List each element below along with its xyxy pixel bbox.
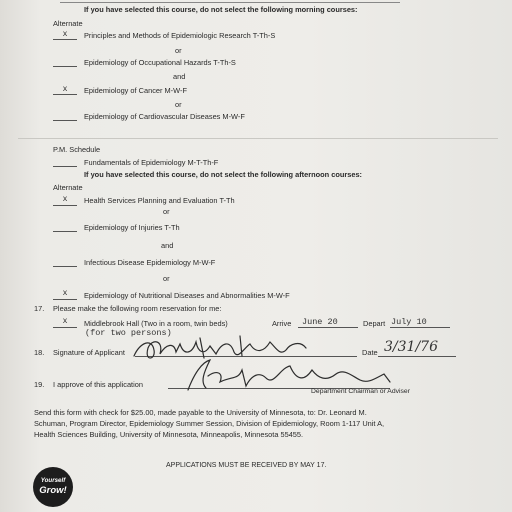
am-or-1: or bbox=[175, 46, 182, 55]
am-alternate-label: Alternate bbox=[53, 19, 83, 28]
arrive-label: Arrive bbox=[272, 319, 292, 328]
am-checkbox-1[interactable] bbox=[53, 39, 77, 40]
room-checkbox[interactable] bbox=[53, 327, 77, 328]
room-typed-note: (for two persons) bbox=[85, 328, 172, 338]
pm-note: If you have selected this course, do not select the following afternoon courses: bbox=[84, 170, 363, 179]
am-note: If you have selected this course, do not select the following morning courses: bbox=[84, 5, 358, 14]
top-rule bbox=[60, 2, 400, 3]
section-divider bbox=[18, 138, 498, 139]
date-label: Date bbox=[362, 348, 378, 357]
pm-course-4: Epidemiology of Nutritional Diseases and Abnormalities M-W-F bbox=[84, 291, 290, 300]
arrive-value: June 20 bbox=[302, 317, 338, 327]
badge-line-1: Yourself bbox=[40, 477, 66, 484]
pm-course-3: Infectious Disease Epidemiology M-W-F bbox=[84, 258, 216, 267]
badge-line-2: Grow! bbox=[39, 485, 67, 496]
item19-number: 19. bbox=[34, 380, 45, 389]
am-checkbox-3[interactable] bbox=[53, 94, 77, 95]
am-or-2: or bbox=[175, 100, 182, 109]
pm-alternate-label: Alternate bbox=[53, 183, 83, 192]
approval-label: I approve of this application bbox=[53, 380, 143, 389]
pm-mark-4: x bbox=[62, 289, 68, 298]
am-checkbox-2[interactable] bbox=[53, 66, 77, 67]
date-value: 3/31/76 bbox=[384, 339, 438, 355]
signature-label: Signature of Applicant bbox=[53, 348, 125, 357]
adviser-caption: Department Chairman or Adviser bbox=[311, 388, 410, 395]
pm-and: and bbox=[161, 241, 174, 250]
pm-checkbox-1[interactable] bbox=[53, 205, 77, 206]
grow-badge-logo bbox=[33, 467, 73, 507]
am-course-4: Epidemiology of Cardiovascular Diseases M-W-F bbox=[84, 112, 245, 121]
pm-or-2: or bbox=[163, 274, 170, 283]
am-checkbox-4[interactable] bbox=[53, 120, 77, 121]
item17-label: Please make the following room reservation for me: bbox=[53, 304, 222, 313]
instructions-line-2: Schuman, Program Director, Epidemiology Summer Session, Division of Epidemiology, Room 1-117 Unit A, bbox=[34, 419, 385, 428]
pm-or-1: or bbox=[163, 207, 170, 216]
item17-number: 17. bbox=[34, 304, 45, 313]
pm-checkbox-4[interactable] bbox=[53, 299, 77, 300]
pm-heading: P.M. Schedule bbox=[53, 145, 101, 154]
instructions-line-1: Send this form with check for $25.00, made payable to the University of Minnesota, to: Dr. Leonard M. bbox=[34, 408, 367, 417]
pm-checkbox-2[interactable] bbox=[53, 231, 77, 232]
room-option: Middlebrook Hall (Two in a room, twin beds) bbox=[84, 319, 228, 328]
arrive-field[interactable] bbox=[298, 327, 358, 328]
am-and: and bbox=[173, 72, 186, 81]
am-course-1: Principles and Methods of Epidemiologic Research T-Th-S bbox=[84, 31, 276, 40]
pm-checkbox-main[interactable] bbox=[53, 166, 77, 167]
deadline-notice: APPLICATIONS MUST BE RECEIVED BY MAY 17. bbox=[166, 462, 327, 469]
depart-field[interactable] bbox=[390, 327, 450, 328]
room-mark: x bbox=[62, 317, 68, 326]
am-course-3: Epidemiology of Cancer M-W-F bbox=[84, 86, 187, 95]
am-course-2: Epidemiology of Occupational Hazards T-Th-S bbox=[84, 58, 236, 67]
item18-number: 18. bbox=[34, 348, 45, 357]
am-mark-3: x bbox=[62, 85, 68, 94]
instructions-line-3: Health Sciences Building, University of Minnesota, Minneapolis, Minnesota 55455. bbox=[34, 430, 304, 439]
depart-value: July 10 bbox=[391, 317, 427, 327]
am-mark-1: x bbox=[62, 30, 68, 39]
pm-mark-1: x bbox=[62, 195, 68, 204]
depart-label: Depart bbox=[363, 319, 386, 328]
pm-main-course: Fundamentals of Epidemiology M-T-Th-F bbox=[84, 158, 219, 167]
pm-course-1: Health Services Planning and Evaluation T-Th bbox=[84, 196, 235, 205]
pm-course-2: Epidemiology of Injuries T-Th bbox=[84, 223, 180, 232]
pm-checkbox-3[interactable] bbox=[53, 266, 77, 267]
